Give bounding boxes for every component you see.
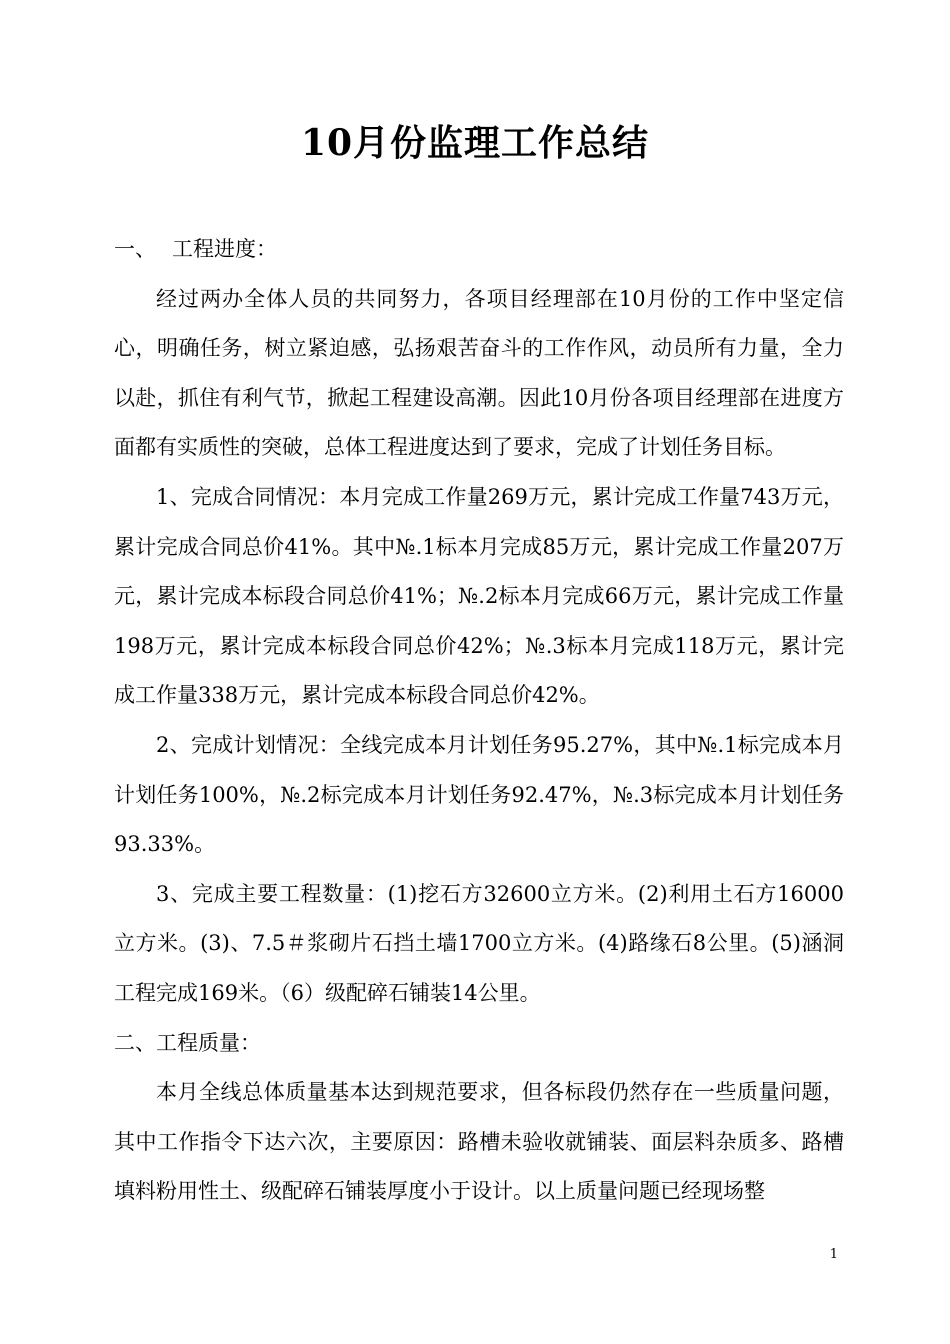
section-heading-progress [114,225,844,275]
section-number: 一、 [114,237,156,261]
paragraph-contract: 1、完成合同情况：本月完成工作量269万元，累计完成工作量743万元，累计完成合同总价41%。其中№.1标本月完成85万元，累计完成工作量207万元，累计完成本标段合同总价41%；№.2标本月完成66万元，累计完成工作量198万元，累计完成本标段合同总价42%；№.3标本月完成118万元，累计完成工作量338万元，累计完成本标段合同总价42%。 [114,484,844,708]
paragraph-quality: 本月全线总体质量基本达到规范要求，但各标段仍然存在一些质量问题，其中工作指令下达六次，主要原因：路槽未验收就铺装、面层料杂质多、路槽填料粉用性土、级配碎石铺装厚度小于设计。以上质量问题已经现场整 [114,1080,844,1204]
paragraph-plan: 2、完成计划情况：全线完成本月计划任务95.27%，其中№.1标完成本月计划任务100%，№.2标完成本月计划任务92.47%，№.3标完成本月计划任务93.33%。 [114,732,844,857]
section-title: 工程进度： [172,237,277,261]
section-heading-quality: 二、工程质量： [114,1030,261,1055]
document-title: 10月份监理工作总结 [300,122,650,164]
paragraph-quantities: 3、完成主要工程数量：(1)挖石方32600立方米。(2)利用土石方16000立方米。(3)、7.5＃浆砌片石挡土墙1700立方米。(4)路缘石8公里。(5)涵洞工程完成169米。（6）级配碎石铺装14公里。 [114,881,844,1005]
page-number: 1 [829,1247,838,1262]
paragraph-intro: 经过两办全体人员的共同努力，各项目经理部在10月份的工作中坚定信心，明确任务，树立紧迫感，弘扬艰苦奋斗的工作作风，动员所有力量，全力以赴，抓住有利气节，掀起工程建设高潮。因此10月份各项目经理部在进度方面都有实质性的突破，总体工程进度达到了要求，完成了计划任务目标。 [114,286,844,460]
document-body [114,225,844,1217]
